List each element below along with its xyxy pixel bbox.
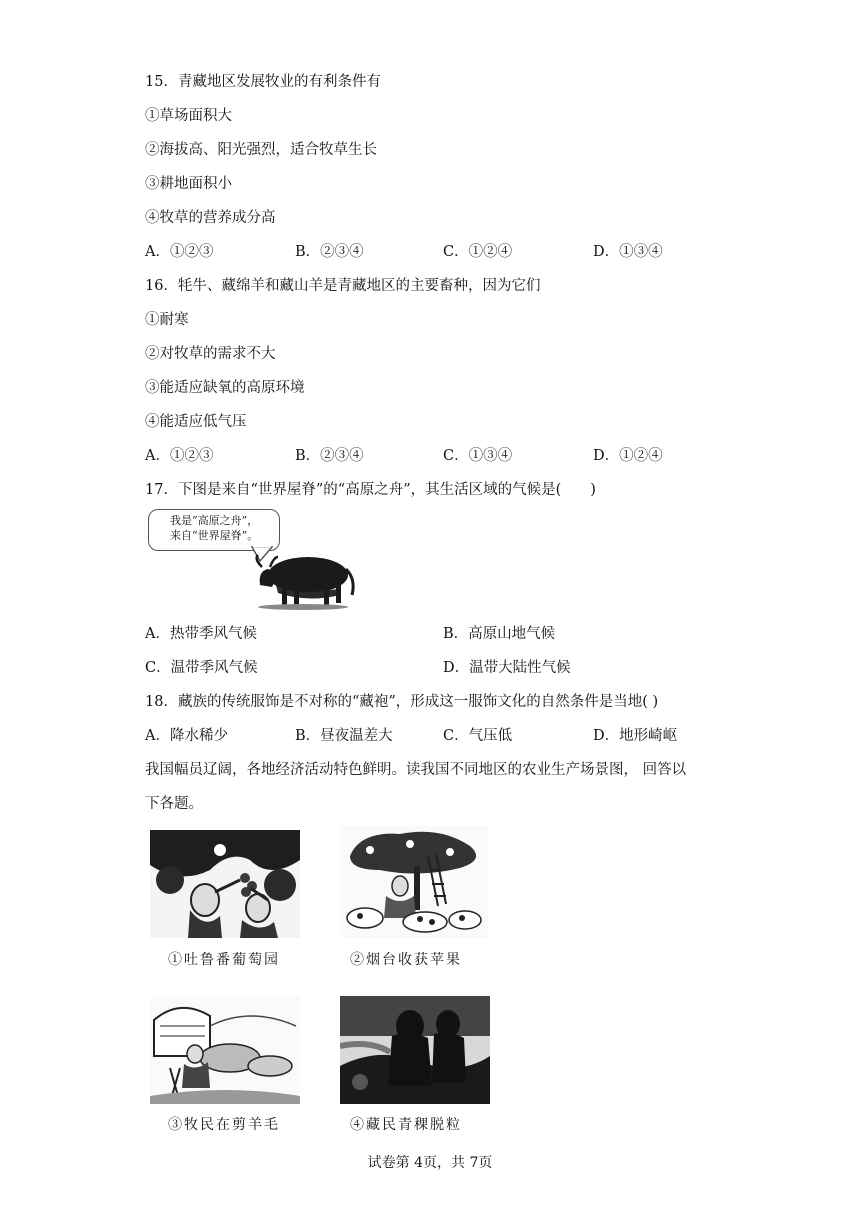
q15-item-4: ④牧草的营养成分高 xyxy=(145,210,276,226)
q17-option-a[interactable]: A．热带季风气候 xyxy=(145,626,257,642)
q15-option-b[interactable]: B．②③④ xyxy=(295,244,364,260)
intro-line1: 我国幅员辽阔，各地经济活动特色鲜明。读我国不同地区的农业生产场景图， 回答以 xyxy=(145,762,687,778)
q16-option-b[interactable]: B．②③④ xyxy=(295,448,364,464)
bubble-text-line2: 来自“世界屋脊”。 xyxy=(170,529,259,542)
q16-item-2: ②对牧草的需求不大 xyxy=(145,346,276,362)
q16-option-a[interactable]: A．①②③ xyxy=(145,448,214,464)
q16-option-d[interactable]: D．①②④ xyxy=(593,448,663,464)
q16-item-1: ①耐寒 xyxy=(145,312,189,328)
q16-item-3: ③能适应缺氧的高原环境 xyxy=(145,380,305,396)
picture-sheep-shearing xyxy=(150,996,300,1104)
picture-vineyard xyxy=(150,830,300,938)
picture-apple-harvest xyxy=(340,826,488,938)
q16-item-4: ④能适应低气压 xyxy=(145,414,247,430)
yak-image xyxy=(248,545,358,613)
q17-option-b[interactable]: B．高原山地气候 xyxy=(443,626,556,642)
q17-option-c[interactable]: C．温带季风气候 xyxy=(145,660,258,676)
q16-stem: 16．牦牛、藏绵羊和藏山羊是青藏地区的主要畜种，因为它们 xyxy=(145,278,541,294)
q18-option-d[interactable]: D．地形崎岖 xyxy=(593,728,678,744)
bubble-text-line1: 我是“高原之舟”， xyxy=(170,514,259,527)
q15-option-a[interactable]: A．①②③ xyxy=(145,244,214,260)
intro-line2: 下各题。 xyxy=(145,796,203,812)
q15-item-3: ③耕地面积小 xyxy=(145,176,232,192)
caption-p3: ③牧民在剪羊毛 xyxy=(168,1117,280,1133)
picture-barley-threshing xyxy=(340,996,490,1104)
q17-stem: 17．下图是来自“世界屋脊”的“高原之舟”，其生活区域的气候是( ) xyxy=(145,482,596,498)
q18-option-c[interactable]: C．气压低 xyxy=(443,728,513,744)
q15-option-d[interactable]: D．①③④ xyxy=(593,244,663,260)
q18-option-b[interactable]: B．昼夜温差大 xyxy=(295,728,393,744)
q18-stem: 18．藏族的传统服饰是不对称的“藏袍”，形成这一服饰文化的自然条件是当地( ) xyxy=(145,694,659,710)
q15-option-c[interactable]: C．①②④ xyxy=(443,244,513,260)
q18-option-a[interactable]: A．降水稀少 xyxy=(145,728,228,744)
q15-stem: 15．青藏地区发展牧业的有利条件有 xyxy=(145,74,381,90)
caption-p2: ②烟台收获苹果 xyxy=(350,952,462,968)
caption-p4: ④藏民青稞脱粒 xyxy=(350,1117,462,1133)
q17-option-d[interactable]: D．温带大陆性气候 xyxy=(443,660,571,676)
q15-item-2: ②海拔高、阳光强烈，适合牧草生长 xyxy=(145,142,377,158)
caption-p1: ①吐鲁番葡萄园 xyxy=(168,952,280,968)
q15-item-1: ①草场面积大 xyxy=(145,108,232,124)
page-footer: 试卷第 4页，共 7页 xyxy=(367,1155,493,1171)
q16-option-c[interactable]: C．①③④ xyxy=(443,448,513,464)
